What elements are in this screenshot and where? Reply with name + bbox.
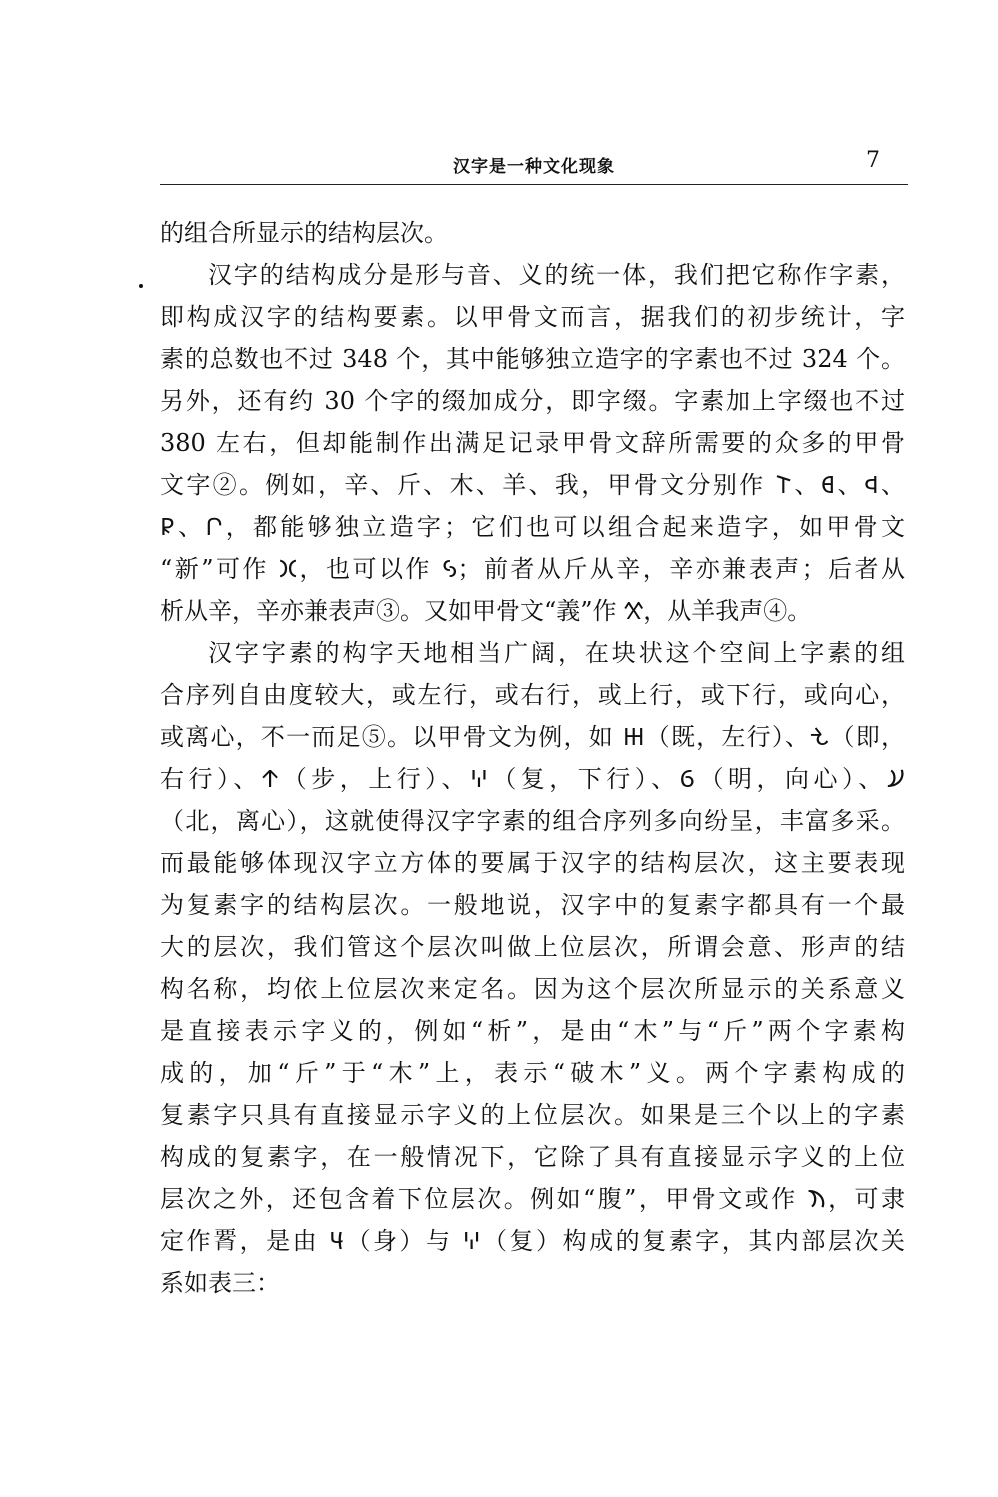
stray-mark: [139, 284, 143, 288]
text-line: 层次之外，还包含着下位层次。例如“腹”，甲骨文或作 𐋋，可隶: [160, 1185, 905, 1213]
page-number: 7: [866, 148, 880, 173]
body-text: [160, 212, 905, 1304]
text-line: 系如表三：: [160, 1269, 280, 1297]
text-line: 析从辛，辛亦兼表声③。又如甲骨文“義”作 𐋄，从羊我声④。: [160, 597, 812, 625]
text-line: 右行）、𐋇（步，上行）、𐋈（复，下行）、𐋉（明，向心）、𐋊: [160, 765, 905, 793]
text-line: 大的层次，我们管这个层次叫做上位层次，所谓会意、形声的结: [160, 933, 905, 961]
text-line: 文字②。例如，辛、斤、木、羊、我，甲骨文分别作 𐌕、𐊹、𐊮、: [160, 471, 905, 499]
text-line: 合序列自由度较大，或左行，或右行，或上行，或下行，或向心，: [160, 681, 905, 709]
text-line: 为复素字的结构层次。一般地说，汉字中的复素字都具有一个最: [160, 891, 905, 919]
text-line: 是直接表示字义的，例如“析”，是由“木”与“斤”两个字素构: [160, 1017, 905, 1045]
page-header: [160, 148, 908, 185]
text-line: 即构成汉字的结构要素。以甲骨文而言，据我们的初步统计，字: [160, 303, 905, 331]
text-line: “新”可作 𐋂，也可以作 𐋃；前者从斤从辛，辛亦兼表声；后者从: [160, 555, 905, 583]
text-line: 而最能够体现汉字立方体的要属于汉字的结构层次，这主要表现: [160, 849, 905, 877]
text-line: 380 左右，但却能制作出满足记录甲骨文辞所需要的众多的甲骨: [160, 429, 905, 457]
text-line: 构名称，均依上位层次来定名。因为这个层次所显示的关系意义: [160, 975, 905, 1003]
text-line: 汉字字素的构字天地相当广阔，在块状这个空间上字素的组: [208, 639, 905, 667]
text-line: 或离心，不一而足⑤。以甲骨文为例，如 𐋅（既，左行）、𐋆（即，: [160, 723, 905, 751]
text-line: 另外，还有约 30 个字的缀加成分，即字缀。字素加上字缀也不过: [160, 387, 905, 415]
text-line: 复素字只具有直接显示字义的上位层次。如果是三个以上的字素: [160, 1101, 905, 1129]
text-line: （北，离心），这就使得汉字字素的组合序列多向纷呈，丰富多采。: [160, 807, 905, 835]
text-line: 构成的复素字，在一般情况下，它除了具有直接显示字义的上位: [160, 1143, 905, 1171]
text-line: 的组合所显示的结构层次。: [160, 219, 448, 247]
running-title: 汉字是一种文化现象: [453, 157, 615, 177]
text-line: 成的，加“斤”于“木”上，表示“破木”义。两个字素构成的: [160, 1059, 905, 1087]
text-line: 素的总数也不过 348 个，其中能够独立造字的字素也不过 324 个。: [160, 345, 905, 373]
text-line: 汉字的结构成分是形与音、义的统一体，我们把它称作字素，: [208, 261, 905, 289]
text-line: 定作𦝫，是由 𐋌（身）与 𐋈（复）构成的复素字，其内部层次关: [160, 1227, 905, 1255]
text-line: 𐊯、𐊬，都能够独立造字；它们也可以组合起来造字，如甲骨文: [160, 513, 905, 541]
